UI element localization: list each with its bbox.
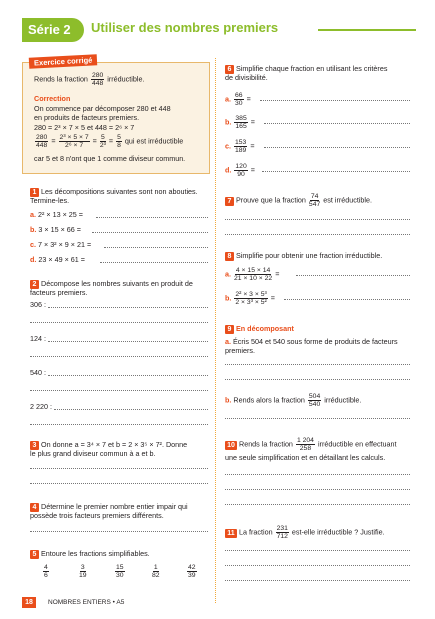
answer-line[interactable] [48,341,208,342]
answer-line[interactable] [225,489,410,490]
answer-line[interactable] [264,123,410,124]
correction-title: Correction [34,94,71,103]
ex5-fraction[interactable]: $\frac{15}{30}$ [116,564,124,580]
correction-line: car 5 et 8 n'ont que 1 comme diviseur commun. [34,154,186,163]
ex1-item: d. 23 × 49 × 61 = [30,255,85,264]
answer-line[interactable] [225,379,410,380]
ex4-statement: 4 Détermine le premier nombre entier impair qui [30,502,188,512]
answer-line[interactable] [225,504,410,505]
answer-line[interactable] [225,550,410,551]
ex9-item: premiers. [225,346,255,355]
ex1-statement: 1 Les décompositions suivantes sont non abouties. [30,187,198,197]
answer-line[interactable] [96,217,208,218]
ex6-item: a. $\frac{66}{30}$ = [225,92,251,108]
ex1-item: c. 7 × 3² × 9 × 21 = [30,240,92,249]
ex3-statement: le plus grand diviseur commun à a et b. [30,449,156,458]
answer-line[interactable] [225,234,410,235]
ex2-item: 540 : [30,368,46,377]
correction-line: 280 = 2³ × 7 × 5 et 448 = 2⁶ × 7 [34,123,135,132]
answer-line[interactable] [260,100,410,101]
ex2-statement: facteurs premiers. [30,288,88,297]
answer-line[interactable] [30,390,208,391]
answer-line[interactable] [296,275,410,276]
ex8-item: b. $\frac{\text{2² × 3 × 5³}}{\text{2 × 3³ × 5²}}$ = [225,291,275,307]
ex2-item: 124 : [30,334,46,343]
example-tag: Exercice corrigé [29,54,98,69]
answer-line[interactable] [264,147,410,148]
ex7-statement: 7 Prouve que la fraction $\frac{74}{547}$ est irréductible. [225,193,372,208]
column-divider [215,58,216,603]
answer-line[interactable] [225,418,410,419]
answer-line[interactable] [30,483,208,484]
answer-line[interactable] [30,531,208,532]
ex6-item: b. $\frac{385}{165}$ = [225,115,255,131]
ex5-fraction[interactable]: $\frac{3}{19}$ [79,564,87,580]
ex10-statement: une seule simplification et en détaillant les calculs. [225,453,386,462]
ex1-statement: Termine-les. [30,196,70,205]
answer-line[interactable] [225,364,410,365]
page-title: Utiliser des nombres premiers [91,20,279,35]
ex4-statement: possède trois facteurs premiers différents. [30,511,164,520]
correction-fractions: $\frac{280}{448}$ = $\frac{\text{2³ × 5 × 7}}{\text{2⁶ × 7}}$ = $\frac{5}{\text{2³}}$ = $\frac{5}{8}$ qui est irréductible [36,134,184,150]
ex6-item: c. $\frac{153}{189}$ = [225,139,255,155]
header-rule [318,29,416,31]
answer-line[interactable] [30,468,208,469]
footer-chapter: NOMBRES ENTIERS • A5 [48,599,125,606]
answer-line[interactable] [30,356,208,357]
answer-line[interactable] [30,424,208,425]
ex3-statement: 3 On donne a = 3⁴ × 7 et b = 2 × 3⁵ × 7². Donne [30,440,187,450]
answer-line[interactable] [104,247,208,248]
answer-line[interactable] [225,580,410,581]
ex9-title: 9 En décomposant [225,324,294,334]
ex5-fraction[interactable]: $\frac{4}{6}$ [44,564,48,580]
answer-line[interactable] [100,262,208,263]
ex5-fraction[interactable]: $\frac{1}{82}$ [152,564,160,580]
page-number: 18 [22,597,36,608]
ex5-fraction[interactable]: $\frac{42}{39}$ [188,564,196,580]
serie-tab: Série 2 [22,18,84,42]
ex9-item: b. Rends alors la fraction $\frac{504}{540}$ irréductible. [225,393,362,409]
ex2-item: 2 220 : [30,402,52,411]
answer-line[interactable] [30,322,208,323]
fraction: $\frac{280}{448}$ [91,72,104,88]
answer-line[interactable] [225,565,410,566]
ex11-statement: 11 La fraction $\frac{231}{712}$ est-elle irréductible ? Justifie. [225,525,385,540]
answer-line[interactable] [225,474,410,475]
ex1-item: a. 2² × 13 × 25 = [30,210,83,219]
ex2-item: 306 : [30,300,46,309]
ex1-item: b. 3 × 15 × 66 = [30,225,81,234]
ex8-statement: 8 Simplifie pour obtenir une fraction irréductible. [225,251,382,261]
correction-line: On commence par décomposer 280 et 448 [34,104,171,113]
ex8-item: a. $\frac{4 \times 15 \times 14}{21 \times 10 \times 22}$ = [225,267,280,283]
answer-line[interactable] [225,219,410,220]
ex2-statement: 2 Décompose les nombres suivants en produit de [30,279,193,289]
answer-line[interactable] [92,232,208,233]
ex6-item: d. $\frac{120}{90}$ = [225,163,255,179]
answer-line[interactable] [48,375,208,376]
ex6-statement: de divisibilité. [225,73,268,82]
ex6-statement: 6 Simplifie chaque fraction en utilisant les critères [225,64,387,74]
answer-line[interactable] [48,307,208,308]
answer-line[interactable] [262,171,410,172]
answer-line[interactable] [54,409,208,410]
ex9-item: a. Écris 504 et 540 sous forme de produits de facteurs [225,337,398,346]
answer-line[interactable] [284,299,410,300]
correction-line: en produits de facteurs premiers. [34,113,140,122]
example-prompt: Rends la fraction $\frac{280}{448}$ irréductible. [34,72,145,88]
ex10-statement: 10 Rends la fraction $\frac{1 204}{258}$ irréductible en effectuant [225,437,397,452]
ex5-statement: 5 Entoure les fractions simplifiables. [30,549,150,559]
